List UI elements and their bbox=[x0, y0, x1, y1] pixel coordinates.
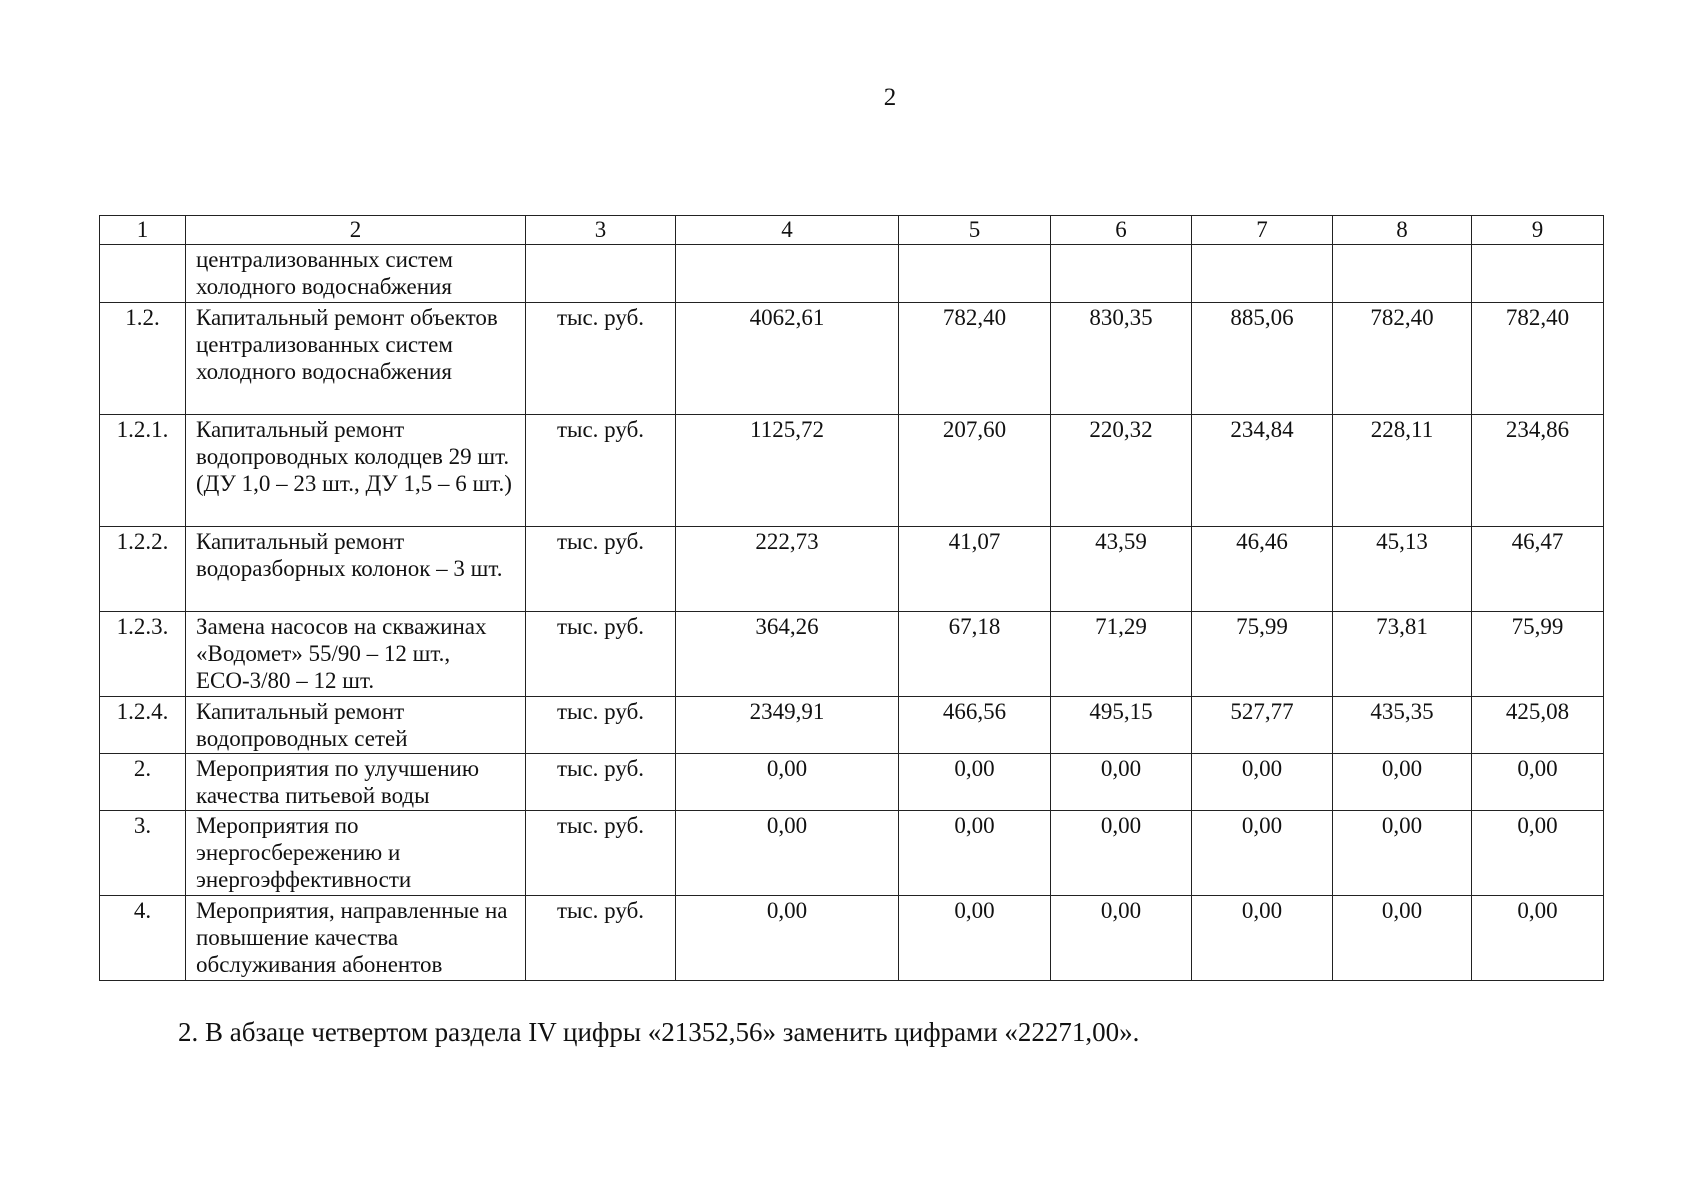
row-value: 75,99 bbox=[1472, 612, 1604, 697]
row-value bbox=[1192, 245, 1333, 303]
row-value: 885,06 bbox=[1192, 303, 1333, 415]
row-value: 0,00 bbox=[1333, 896, 1472, 981]
row-number: 4. bbox=[100, 896, 186, 981]
row-value: 0,00 bbox=[1192, 754, 1333, 811]
row-value: 2349,91 bbox=[676, 697, 899, 754]
row-value: 43,59 bbox=[1051, 527, 1192, 612]
row-value: 0,00 bbox=[1472, 811, 1604, 896]
row-value: 425,08 bbox=[1472, 697, 1604, 754]
row-value: 0,00 bbox=[899, 896, 1051, 981]
table-row bbox=[100, 527, 1604, 612]
row-value: 0,00 bbox=[1192, 896, 1333, 981]
row-value: 782,40 bbox=[1333, 303, 1472, 415]
row-name: Капитальный ремонт водопроводных колодцев 29 шт. (ДУ 1,0 – 23 шт., ДУ 1,5 – 6 шт.) bbox=[186, 415, 526, 527]
table-row bbox=[100, 811, 1604, 896]
table-row bbox=[100, 697, 1604, 754]
table-row bbox=[100, 245, 1604, 303]
header-cell: 3 bbox=[526, 216, 676, 245]
row-value: 0,00 bbox=[1333, 754, 1472, 811]
row-value: 67,18 bbox=[899, 612, 1051, 697]
row-number: 1.2. bbox=[100, 303, 186, 415]
header-cell: 1 bbox=[100, 216, 186, 245]
row-value: 0,00 bbox=[899, 811, 1051, 896]
row-value: 46,47 bbox=[1472, 527, 1604, 612]
row-number: 1.2.1. bbox=[100, 415, 186, 527]
header-cell: 2 bbox=[186, 216, 526, 245]
table-row bbox=[100, 415, 1604, 527]
row-value: 0,00 bbox=[676, 754, 899, 811]
amendment-paragraph: 2. В абзаце четвертом раздела IV цифры «21352,56» заменить цифрами «22271,00». bbox=[178, 1017, 1140, 1047]
row-name: централизованных систем холодного водоснабжения bbox=[186, 245, 526, 303]
table-header-row bbox=[100, 216, 1604, 245]
row-value: 830,35 bbox=[1051, 303, 1192, 415]
row-value: 0,00 bbox=[899, 754, 1051, 811]
row-unit: тыс. руб. bbox=[526, 697, 676, 754]
row-value: 234,84 bbox=[1192, 415, 1333, 527]
row-value: 0,00 bbox=[1051, 811, 1192, 896]
row-value: 0,00 bbox=[1472, 896, 1604, 981]
row-value: 4062,61 bbox=[676, 303, 899, 415]
row-value: 0,00 bbox=[676, 896, 899, 981]
table-row bbox=[100, 612, 1604, 697]
row-name: Мероприятия, направленные на повышение качества обслуживания абонентов bbox=[186, 896, 526, 981]
row-number bbox=[100, 245, 186, 303]
page-number: 2 bbox=[883, 84, 897, 111]
row-value: 228,11 bbox=[1333, 415, 1472, 527]
row-name: Капитальный ремонт водоразборных колонок – 3 шт. bbox=[186, 527, 526, 612]
row-value: 0,00 bbox=[1333, 811, 1472, 896]
header-cell: 5 bbox=[899, 216, 1051, 245]
row-unit: тыс. руб. bbox=[526, 896, 676, 981]
row-value: 220,32 bbox=[1051, 415, 1192, 527]
row-value: 364,26 bbox=[676, 612, 899, 697]
row-value: 0,00 bbox=[1051, 896, 1192, 981]
row-value: 782,40 bbox=[899, 303, 1051, 415]
row-name: Капитальный ремонт водопроводных сетей bbox=[186, 697, 526, 754]
row-value: 0,00 bbox=[676, 811, 899, 896]
row-value bbox=[1333, 245, 1472, 303]
row-value bbox=[1472, 245, 1604, 303]
row-value bbox=[899, 245, 1051, 303]
header-cell: 9 bbox=[1472, 216, 1604, 245]
row-name: Замена насосов на скважинах «Водомет» 55/90 – 12 шт., ЕСО-3/80 – 12 шт. bbox=[186, 612, 526, 697]
row-number: 2. bbox=[100, 754, 186, 811]
row-number: 1.2.4. bbox=[100, 697, 186, 754]
header-cell: 6 bbox=[1051, 216, 1192, 245]
row-number: 1.2.2. bbox=[100, 527, 186, 612]
row-unit: тыс. руб. bbox=[526, 303, 676, 415]
row-number: 1.2.3. bbox=[100, 612, 186, 697]
row-value: 495,15 bbox=[1051, 697, 1192, 754]
row-unit: тыс. руб. bbox=[526, 811, 676, 896]
row-value: 1125,72 bbox=[676, 415, 899, 527]
row-name: Мероприятия по энергосбережению и энергоэффективности bbox=[186, 811, 526, 896]
row-value: 466,56 bbox=[899, 697, 1051, 754]
row-name: Мероприятия по улучшению качества питьевой воды bbox=[186, 754, 526, 811]
row-value: 435,35 bbox=[1333, 697, 1472, 754]
row-value: 234,86 bbox=[1472, 415, 1604, 527]
table-row bbox=[100, 896, 1604, 981]
table-row bbox=[100, 303, 1604, 415]
header-cell: 8 bbox=[1333, 216, 1472, 245]
row-name: Капитальный ремонт объектов централизованных систем холодного водоснабжения bbox=[186, 303, 526, 415]
row-unit bbox=[526, 245, 676, 303]
row-value: 45,13 bbox=[1333, 527, 1472, 612]
row-value: 75,99 bbox=[1192, 612, 1333, 697]
row-number: 3. bbox=[100, 811, 186, 896]
row-value: 41,07 bbox=[899, 527, 1051, 612]
row-value: 207,60 bbox=[899, 415, 1051, 527]
table-row bbox=[100, 754, 1604, 811]
row-value: 782,40 bbox=[1472, 303, 1604, 415]
row-value: 71,29 bbox=[1051, 612, 1192, 697]
header-cell: 7 bbox=[1192, 216, 1333, 245]
row-value bbox=[676, 245, 899, 303]
row-value: 222,73 bbox=[676, 527, 899, 612]
row-value bbox=[1051, 245, 1192, 303]
row-value: 0,00 bbox=[1472, 754, 1604, 811]
row-value: 527,77 bbox=[1192, 697, 1333, 754]
row-unit: тыс. руб. bbox=[526, 612, 676, 697]
row-unit: тыс. руб. bbox=[526, 415, 676, 527]
row-value: 73,81 bbox=[1333, 612, 1472, 697]
row-value: 0,00 bbox=[1192, 811, 1333, 896]
row-value: 0,00 bbox=[1051, 754, 1192, 811]
row-value: 46,46 bbox=[1192, 527, 1333, 612]
row-unit: тыс. руб. bbox=[526, 527, 676, 612]
header-cell: 4 bbox=[676, 216, 899, 245]
row-unit: тыс. руб. bbox=[526, 754, 676, 811]
data-table bbox=[99, 215, 1604, 981]
